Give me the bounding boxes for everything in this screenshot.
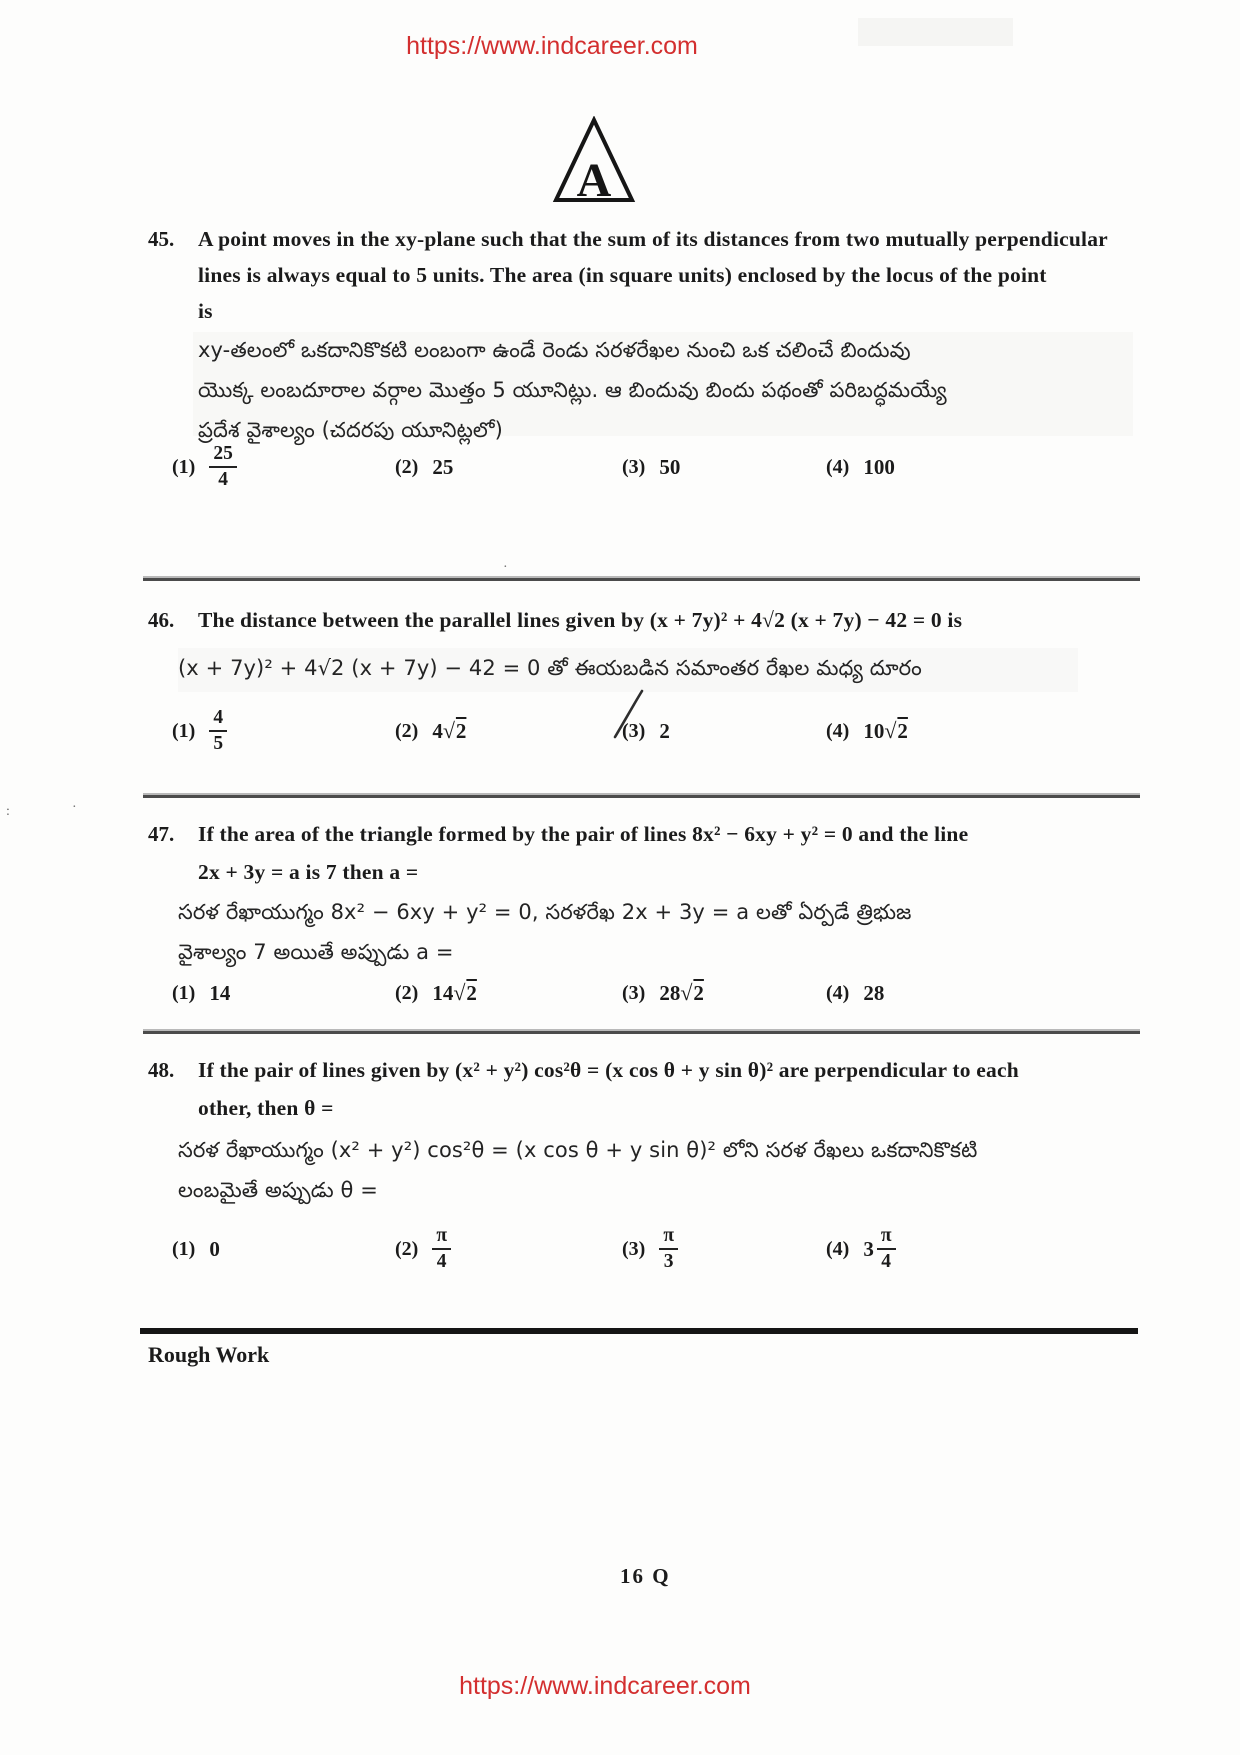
option-3 (622, 1218, 678, 1280)
option-value: 14 (209, 980, 231, 1005)
sqrt-icon (680, 980, 693, 1006)
sqrt-icon (443, 718, 456, 744)
question-text-te: సరళ రేఖాయుగ్మం 8x² − 6xy + y² = 0, సరళరేఖ 2x + 3y = a లతో ఏర్పడే త్రిభుజ (178, 900, 912, 924)
question-text-te: యొక్క లంబదూరాల వర్గాల మొత్తం 5 యూనిట్లు. ఆ బిందువు బిందు పథంతో పరిబద్ధమయ్యే (198, 378, 947, 402)
option-label: (2) (395, 1237, 419, 1260)
option-label: (2) (395, 981, 419, 1004)
option-value: $\frac{\pi}{3}$ (659, 1226, 678, 1273)
option-label: (4) (826, 455, 850, 478)
question-number: 47. (148, 822, 175, 846)
sqrt-icon (884, 718, 897, 744)
question-text-en: is (198, 299, 213, 323)
option-4 (826, 962, 884, 1024)
option-1 (172, 700, 227, 762)
option-label: (3) (622, 455, 646, 478)
section-divider (143, 578, 1140, 581)
option-value: 3 $\frac{\pi}{4}$ (863, 1226, 895, 1273)
option-label: (3) (622, 981, 646, 1004)
question-number: 48. (148, 1058, 175, 1082)
option-value: 14 √ 2 (432, 980, 477, 1006)
option-3 (622, 962, 704, 1024)
option-4 (826, 700, 908, 762)
question-number: 45. (148, 227, 175, 251)
question-text-en: If the pair of lines given by (x² + y²) cos²θ = (x cos θ + y sin θ)² are perpendicular to each (198, 1058, 1019, 1082)
option-value: 25 (432, 454, 454, 479)
option-label: (1) (172, 981, 196, 1004)
watermark-url-bottom: https://www.indcareer.com (459, 1672, 751, 1700)
rough-work-label: Rough Work (148, 1342, 270, 1367)
set-code-letter: A (576, 154, 612, 204)
set-code-triangle (552, 116, 636, 209)
rough-work-divider (140, 1328, 1138, 1334)
option-4 (826, 436, 895, 498)
option-3 (622, 436, 680, 498)
sqrt-icon (453, 980, 466, 1006)
scan-artifact: : (6, 804, 10, 819)
scan-artifact: · (72, 800, 77, 815)
option-value: $\frac{\pi}{4}$ (432, 1226, 451, 1273)
question-text-te: వైశాల్యం 7 అయితే అప్పుడు a = (178, 940, 454, 964)
option-value: 28 (863, 980, 885, 1005)
question-text-te: ప్రదేశ వైశాల్యం (చదరపు యూనిట్లలో) (198, 418, 503, 442)
option-value: 28 √ 2 (659, 980, 704, 1006)
question-text-en: If the area of the triangle formed by the pair of lines 8x² − 6xy + y² = 0 and the line (198, 822, 969, 846)
question-text-te: (x + 7y)² + 4√2 (x + 7y) − 42 = 0 తో ఈయబడిన సమాంతర రేఖల మధ్య దూరం (178, 656, 922, 680)
option-label: (1) (172, 455, 196, 478)
page-number: 16 Q (620, 1564, 671, 1588)
option-value: 50 (659, 454, 681, 479)
option-value: 0 (209, 1236, 220, 1261)
option-1 (172, 436, 237, 498)
option-label: (1) (172, 719, 196, 742)
question-number: 46. (148, 608, 175, 632)
option-label: (4) (826, 981, 850, 1004)
option-label: (4) (826, 1237, 850, 1260)
question-text-en: A point moves in the xy-plane such that the sum of its distances from two mutually perpendicular (198, 227, 1108, 251)
scan-artifact: · (503, 560, 508, 575)
option-value: $\frac{4}{5}$ (209, 708, 227, 755)
option-label: (3) (622, 1237, 646, 1260)
option-value: 100 (863, 454, 895, 479)
option-value: 10 √ 2 (863, 718, 908, 744)
question-text-en: The distance between the parallel lines given by (x + 7y)² + 4√2 (x + 7y) − 42 = 0 is (198, 608, 963, 632)
option-1 (172, 1218, 220, 1280)
scan-shading (858, 18, 1013, 46)
question-text-te: లంబమైతే అప్పుడు θ = (178, 1178, 378, 1202)
triangle-icon (552, 116, 636, 204)
option-4 (826, 1218, 896, 1280)
option-2 (395, 436, 453, 498)
question-text-en: other, then θ = (198, 1096, 334, 1120)
option-2 (395, 962, 477, 1024)
option-label: (2) (395, 455, 419, 478)
option-label: (1) (172, 1237, 196, 1260)
option-value: 4 √ 2 (432, 718, 466, 744)
option-value: $\frac{25}{4}$ (209, 444, 237, 491)
section-divider (143, 795, 1140, 798)
question-text-en: lines is always equal to 5 units. The area (in square units) enclosed by the locus of the point (198, 263, 1047, 287)
option-label: (2) (395, 719, 419, 742)
question-text-te: xy-తలంలో ఒకదానికొకటి లంబంగా ఉండే రెండు సరళరేఖల నుంచి ఒక చలించే బిందువు (198, 338, 911, 362)
option-1 (172, 962, 230, 1024)
option-2 (395, 700, 466, 762)
section-divider (143, 1031, 1140, 1034)
option-label: (3) (622, 719, 646, 742)
question-text-en: 2x + 3y = a is 7 then a = (198, 860, 419, 884)
option-label: (4) (826, 719, 850, 742)
watermark-url-top: https://www.indcareer.com (406, 32, 698, 60)
pen-mark-icon (612, 688, 646, 745)
question-text-te: సరళ రేఖాయుగ్మం (x² + y²) cos²θ = (x cos θ + y sin θ)² లోని సరళ రేఖలు ఒకదానికొకటి (178, 1138, 978, 1162)
option-value: 2 (659, 718, 670, 743)
option-2 (395, 1218, 451, 1280)
